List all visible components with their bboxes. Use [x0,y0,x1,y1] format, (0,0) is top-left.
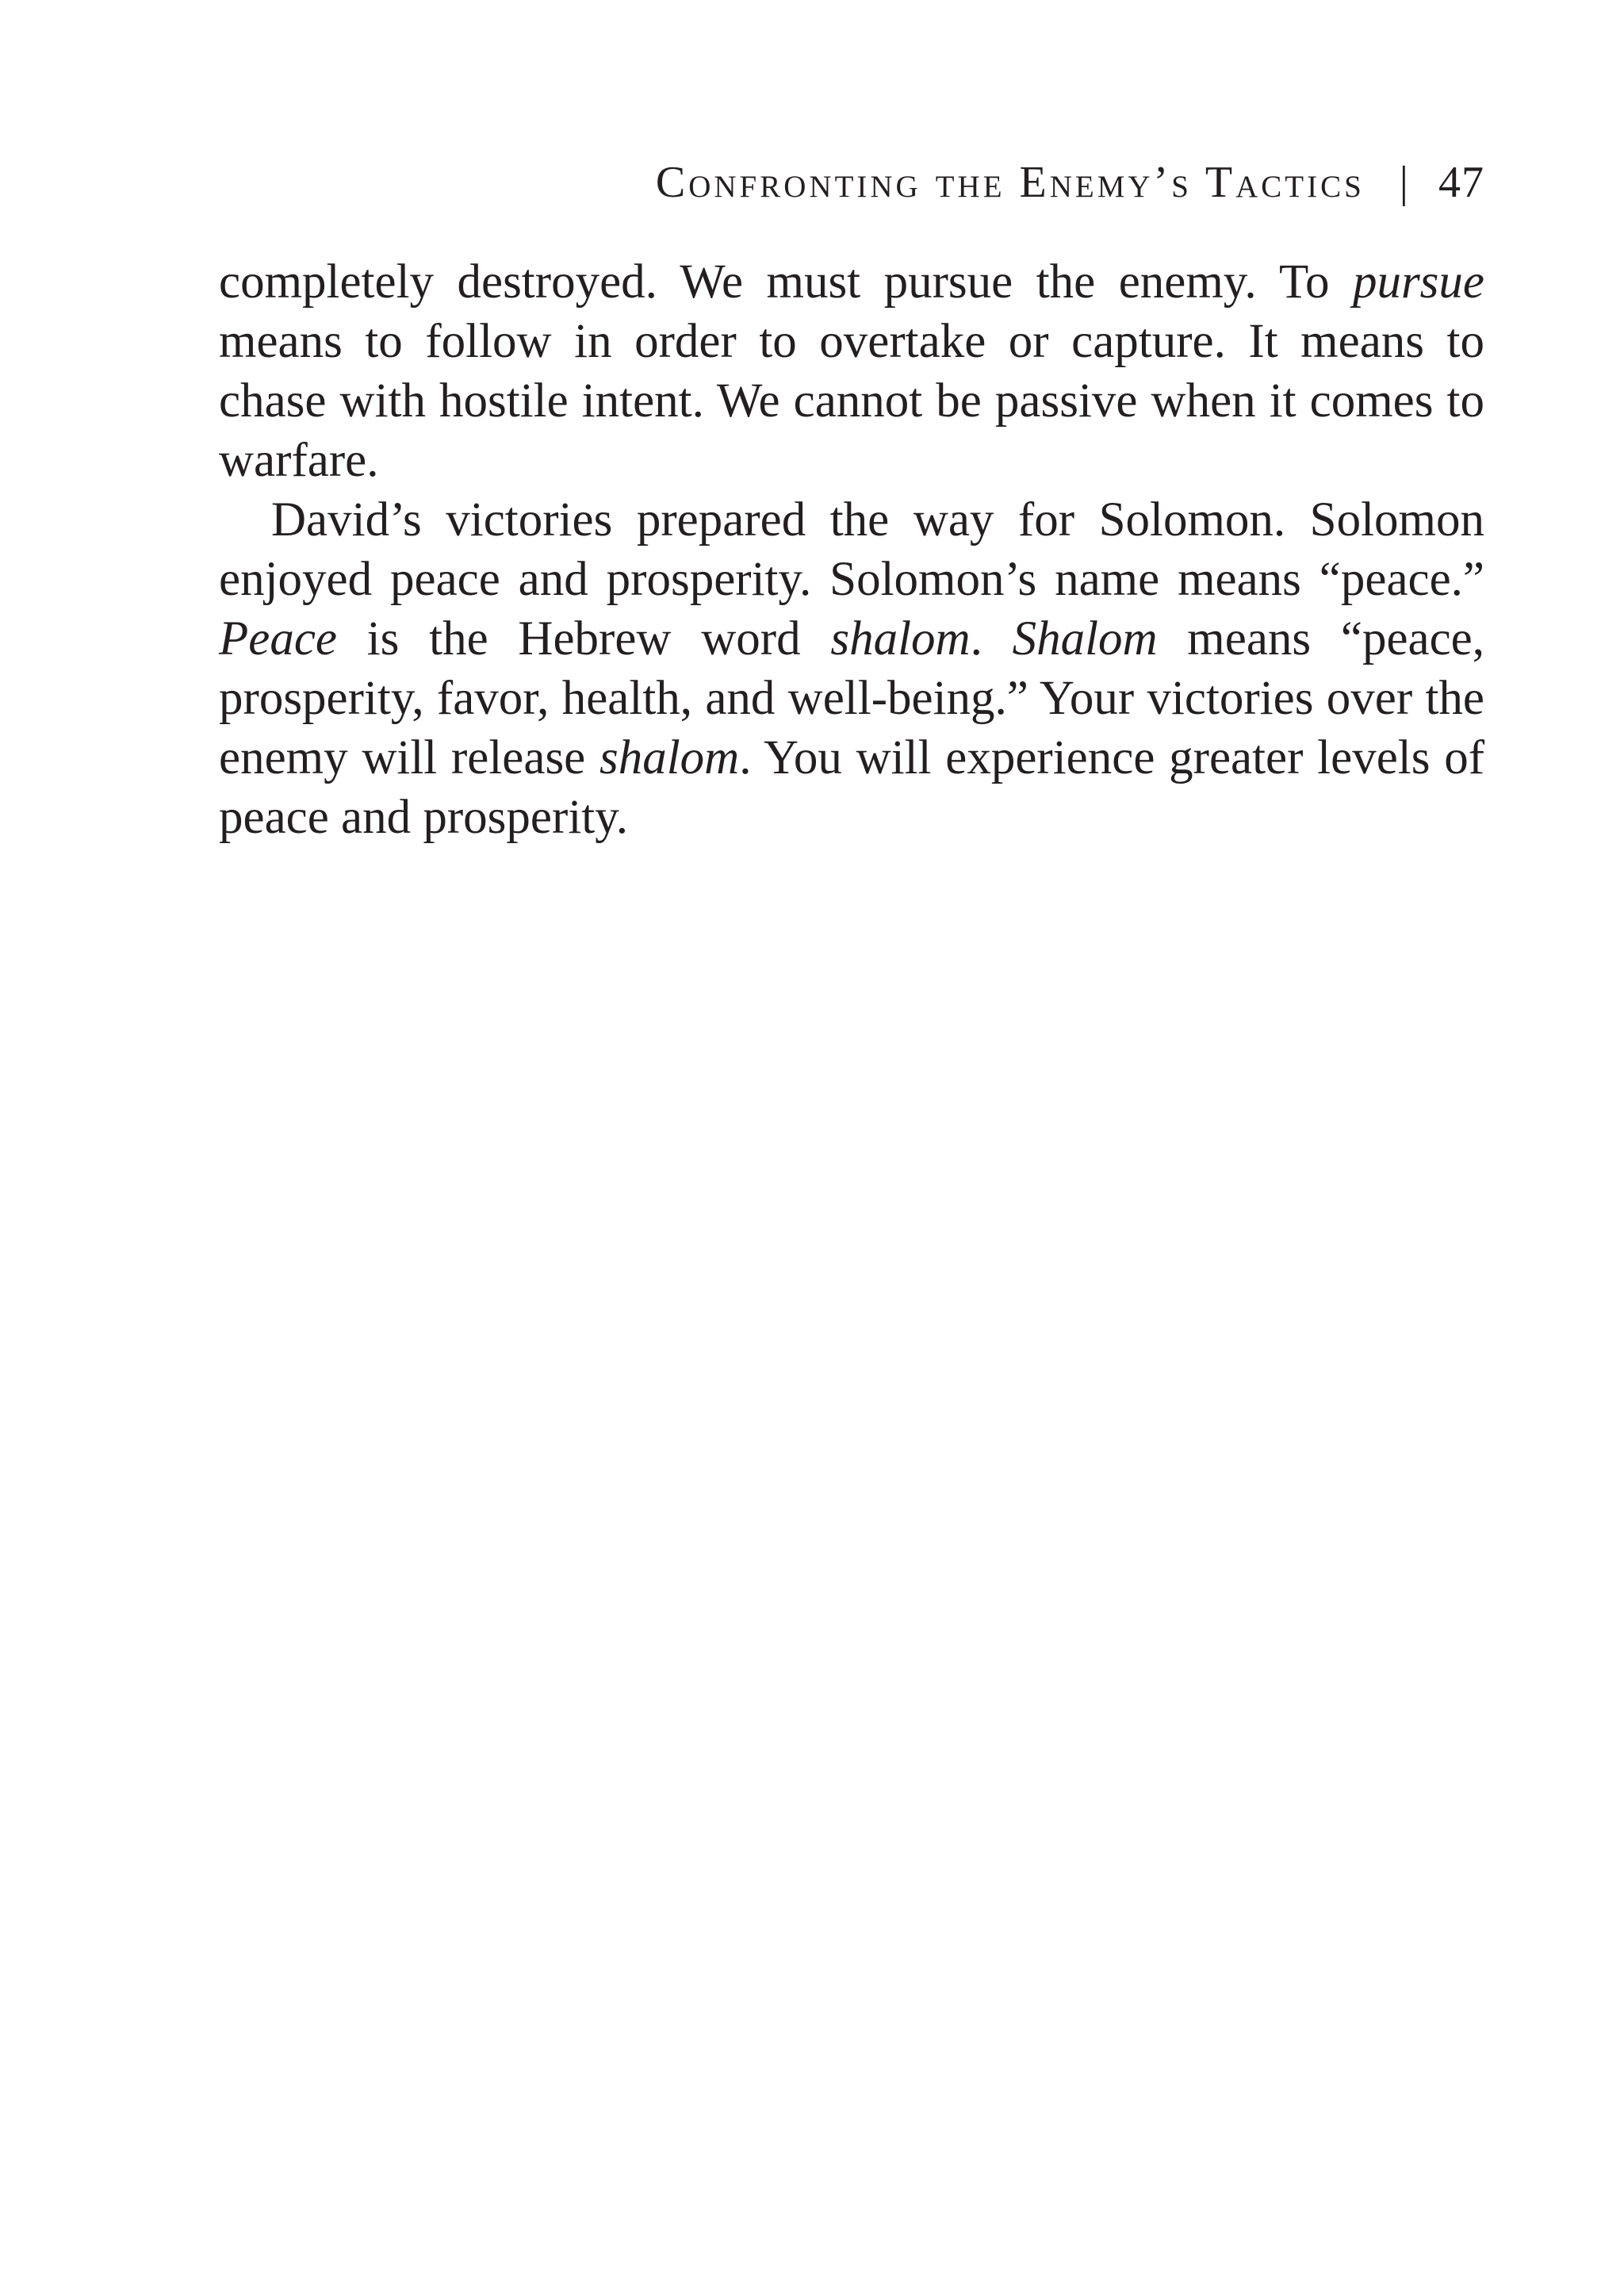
emphasis-shalom-capital: Shalom [1012,612,1158,665]
paragraph-2 [219,490,1484,847]
emphasis-shalom-release: shalom [599,731,740,784]
emphasis-pursue: pursue [1352,255,1484,309]
header-separator: | [1399,158,1408,207]
text-run: . [970,612,1013,665]
page-number: 47 [1438,158,1484,207]
text-run: means to follow in order to overtake or capture. It means to chase with hostile intent. We cannot be passive when it comes to warfare. [219,315,1484,487]
emphasis-peace: Peace [219,612,337,665]
emphasis-shalom: shalom [830,612,971,665]
body-text [219,252,1484,847]
text-run: completely destroyed. We must pursue the enemy. To [219,255,1353,309]
text-run: means “peace, prosperity, favor, health, and well-being.” Your victories over the enemy will release [219,612,1484,784]
running-header [219,151,1484,214]
chapter-title: Confronting the Enemy’s Tactics [655,158,1365,207]
paragraph-1 [219,252,1484,490]
text-run: . You will experience greater levels of peace and prosperity. [219,731,1485,844]
text-run: David’s victories prepared the way for Solomon. Solomon enjoyed peace and prosperity. Solomon’s name means “peace.” [219,493,1484,606]
text-run: is the Hebrew word [337,612,831,665]
